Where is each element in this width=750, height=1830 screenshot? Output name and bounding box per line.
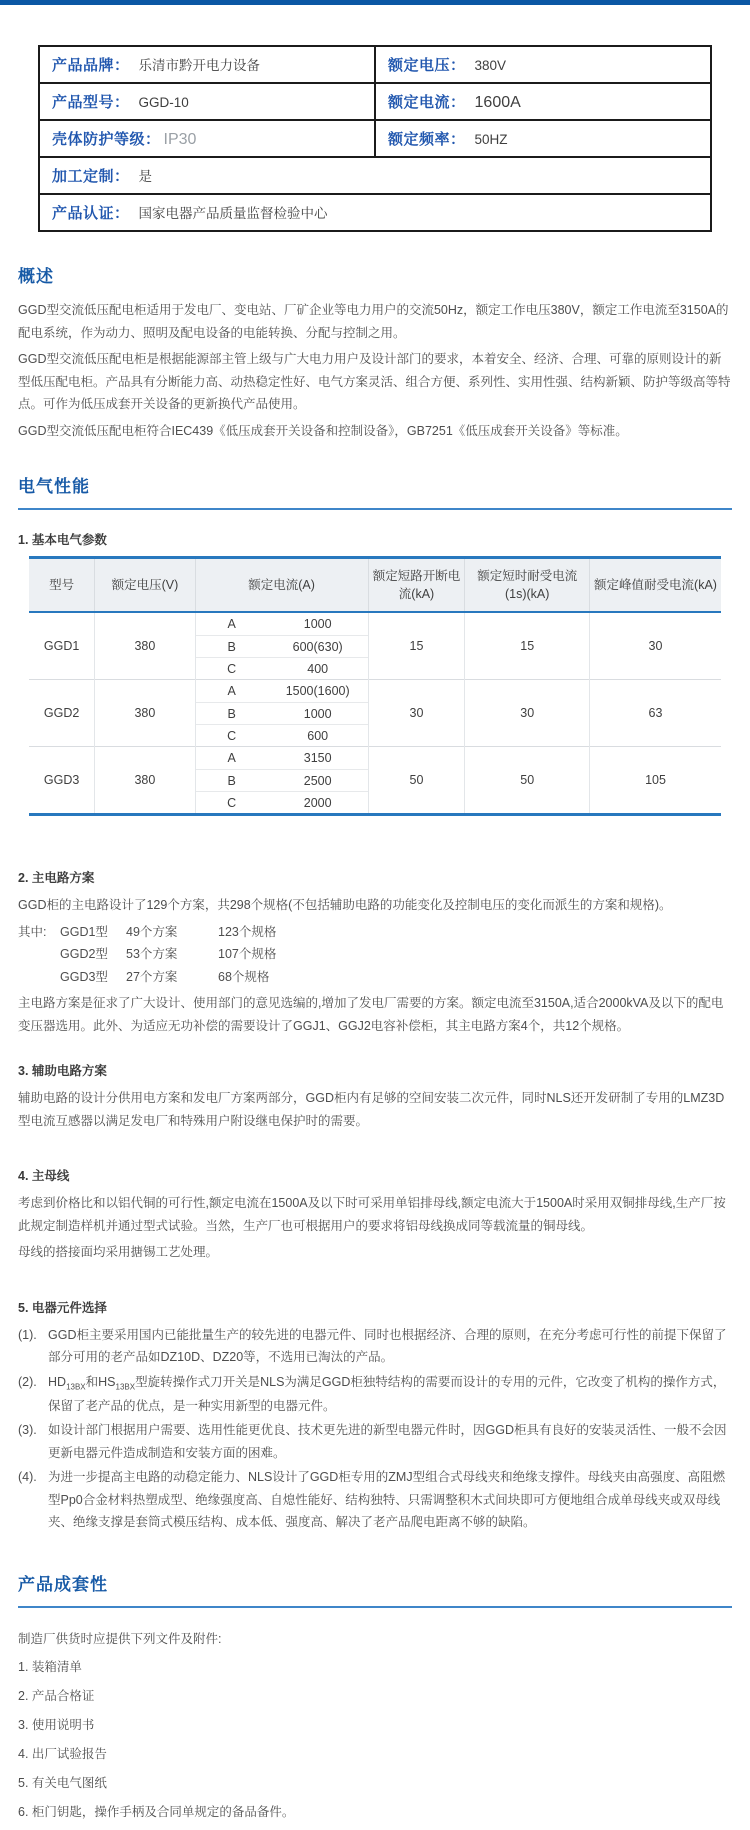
header-peak-current: 额定峰值耐受电流(kA) [589, 558, 721, 613]
brand-label: 产品品牌： [52, 57, 130, 74]
ggd1-voltage: 380 [95, 612, 195, 680]
ggd2-breaking: 30 [368, 680, 465, 747]
top-accent-bar [0, 0, 750, 5]
component-item-1 [18, 1324, 732, 1369]
current-subrow [196, 657, 368, 679]
current-letter: B [227, 706, 236, 721]
ggd3-withstand: 50 [465, 747, 590, 815]
rated-current-value: 1600A [474, 94, 521, 111]
completeness-section-title: 产品成套性 [18, 1570, 732, 1608]
current-value: 600(630) [292, 639, 343, 654]
item-marker: (1). [18, 1327, 37, 1342]
spec-cell-ip-rating [39, 120, 375, 157]
current-subrow [196, 791, 368, 813]
current-subrow [196, 613, 368, 635]
current-letter: A [227, 751, 236, 766]
spec-cell-rated-voltage [375, 46, 711, 83]
ggd2-withstand: 30 [465, 680, 590, 747]
ggd1-withstand: 15 [465, 612, 590, 680]
ggd3-currents [195, 747, 368, 815]
item-text: 为进一步提高主电路的动稳定能力、NLS设计了GGD柜专用的ZMJ型组合式母线夹和绝缘支撑件。母线夹由高强度、高阻燃型Pp0合金材料热塑成型、绝缘强度高、自熄性能好、结构独特、只需调整积木式间块即可方便地组合成单母线夹或双母线夹、绝缘支撑是套筒式模压结构、成本低、强度高、解决了老产品爬电距离不够的缺陷。 [48, 1470, 726, 1530]
customization-label: 加工定制： [52, 168, 130, 185]
components-subheading: 5. 电器元件选择 [18, 1300, 107, 1315]
supply-list-item: 2. 产品合格证 [18, 1689, 95, 1704]
ggd3-breaking: 50 [368, 747, 465, 815]
spec-count: 123个规格 [218, 924, 277, 939]
header-withstand-current: 额定短时耐受电流(1s)(kA) [465, 558, 590, 613]
rated-current-label: 额定电流： [388, 94, 466, 111]
main-circuit-paragraph: 主电路方案是征求了广大设计、使用部门的意见选编的,增加了发电厂需要的方案。额定电流至3150A,适合2000kVA及以下的配电变压器选用。此外、为适应无功补偿的需要设计了GGJ1、GGJ2电容补偿柜，其主电路方案4个，共12个规格。 [18, 996, 724, 1033]
rated-voltage-value: 380V [474, 58, 507, 73]
scheme-line-ggd2 [18, 943, 732, 966]
current-value: 2000 [303, 795, 332, 810]
current-subrow [196, 680, 368, 702]
supply-list-item: 3. 使用说明书 [18, 1717, 95, 1732]
subscript-model-code: 13BX [66, 1382, 86, 1392]
ggd3-peak: 105 [589, 747, 721, 815]
item-text-part: 型旋转操作式刀开关是NLS为满足GGD柜独特结构的需要而设计的专用的元件，它改变了机构的操作方式，保留了老产品的优点，是一种实用新型的电器元件。 [48, 1374, 726, 1413]
component-item-4 [18, 1466, 732, 1534]
ggd3-voltage: 380 [95, 747, 195, 815]
scheme-prefix: 其中: [18, 924, 47, 939]
main-busbar-subheading: 4. 主母线 [18, 1169, 70, 1184]
certification-label: 产品认证： [52, 205, 130, 222]
item-text-part: 和HS [85, 1374, 116, 1389]
current-letter: C [227, 795, 237, 810]
model-label: 产品型号： [52, 94, 130, 111]
header-rated-voltage: 额定电压(V) [95, 558, 195, 613]
ggd1-currents [195, 612, 368, 680]
header-rated-current: 额定电流(A) [195, 558, 368, 613]
completeness-intro: 制造厂供货时应提供下列文件及附件: [18, 1631, 222, 1646]
model-value: GGD-10 [138, 95, 189, 110]
overview-section-title: 概述 [18, 267, 54, 286]
current-value: 600 [307, 728, 329, 743]
spec-cell-customization [39, 157, 711, 194]
component-item-3 [18, 1419, 732, 1464]
current-subrow [196, 724, 368, 746]
spec-cell-rated-current [375, 83, 711, 120]
ggd2-voltage: 380 [95, 680, 195, 747]
spec-count: 68个规格 [218, 969, 270, 984]
supply-list-item: 1. 装箱清单 [18, 1660, 82, 1675]
spec-row-ip-frequency [39, 120, 711, 157]
electrical-parameters-table [29, 556, 721, 816]
ggd2-currents [195, 680, 368, 747]
scheme-model: GGD3型 [60, 969, 108, 984]
current-subrow [196, 769, 368, 791]
current-letter: A [227, 684, 236, 699]
basic-parameters-subheading: 1. 基本电气参数 [18, 533, 107, 547]
current-value: 2500 [303, 773, 332, 788]
table-row-ggd2 [29, 680, 721, 747]
spec-row-brand-voltage [39, 46, 711, 83]
overview-paragraph: GGD型交流低压配电柜符合IEC439《低压成套开关设备和控制设备》，GB7251《低压成套开关设备》等标准。 [18, 423, 628, 438]
spec-row-certification [39, 194, 711, 231]
spec-cell-certification [39, 194, 711, 231]
main-content [0, 262, 750, 1823]
product-spec-table [38, 45, 712, 232]
current-subrow [196, 702, 368, 724]
ggd2-model: GGD2 [29, 680, 95, 747]
brand-value: 乐清市黔开电力设备 [138, 58, 261, 73]
table-row-ggd1 [29, 612, 721, 680]
current-value: 400 [307, 661, 329, 676]
main-busbar-paragraph: 考虑到价格比和以铝代铜的可行性,额定电流在1500A及以下时可采用单铝排母线,额定电流大于1500A时采用双铜排母线,生产厂按此规定制造样机并通过型式试验。当然，生产厂也可根据用户的要求将铝母线换成同等载流量的铜母线。 [18, 1196, 726, 1233]
rated-voltage-label: 额定电压： [388, 57, 466, 74]
supply-list-item: 5. 有关电气图纸 [18, 1775, 107, 1790]
ip-rating-label: 壳体防护等级： [52, 131, 161, 148]
rated-frequency-value: 50HZ [474, 132, 508, 147]
scheme-count: 53个方案 [126, 947, 178, 962]
current-letter: C [227, 728, 237, 743]
spec-row-model-current [39, 83, 711, 120]
current-subrow [196, 747, 368, 769]
subscript-model-code: 13BX [115, 1382, 136, 1392]
main-busbar-paragraph: 母线的搭接面均采用搪锡工艺处理。 [18, 1245, 219, 1260]
current-letter: C [227, 661, 237, 676]
aux-circuit-subheading: 3. 辅助电路方案 [18, 1064, 107, 1079]
ip-rating-value: IP30 [163, 131, 197, 148]
scheme-line-ggd1 [18, 921, 732, 944]
item-text: 如设计部门根据用户需要、选用性能更优良、技术更先进的新型电器元件时，因GGD柜具有良好的安装灵活性、一般不会因更新电器元件造成制造和安装方面的困难。 [48, 1423, 727, 1460]
table-row-ggd3 [29, 747, 721, 815]
scheme-count: 27个方案 [126, 969, 178, 984]
spec-cell-rated-frequency [375, 120, 711, 157]
header-breaking-current: 额定短路开断电流(kA) [368, 558, 465, 613]
current-value: 1500(1600) [285, 684, 350, 699]
perf-table-header-row [29, 558, 721, 613]
electrical-section-title: 电气性能 [18, 472, 732, 510]
item-marker: (2). [18, 1374, 37, 1389]
header-model: 型号 [29, 558, 95, 613]
scheme-prefix [18, 943, 60, 966]
ggd1-model: GGD1 [43, 639, 80, 654]
supply-list-item: 4. 出厂试验报告 [18, 1746, 107, 1761]
scheme-line-ggd3 [18, 966, 732, 989]
scheme-model: GGD1型 [60, 924, 108, 939]
current-value: 1000 [303, 706, 332, 721]
scheme-prefix [18, 966, 60, 989]
current-letter: A [227, 617, 236, 632]
ggd1-breaking: 15 [368, 612, 465, 680]
item-marker: (4). [18, 1470, 37, 1485]
rated-frequency-label: 额定频率： [388, 131, 466, 148]
spec-count: 107个规格 [218, 947, 277, 962]
certification-value: 国家电器产品质量监督检验中心 [138, 206, 328, 221]
overview-paragraph: GGD型交流低压配电柜是根据能源部主管上级与广大电力用户及设计部门的要求，本着安全、经济、合理、可靠的原则设计的新型低压配电柜。产品具有分断能力高、动热稳定性好、电气方案灵活、组合方便、系列性、实用性强、结构新颖、防护等级高等特点。可作为低压成套开关设备的更新换代产品使用。 [18, 352, 731, 411]
supply-list-item: 6. 柜门钥匙，操作手柄及合同单规定的备品备件。 [18, 1804, 295, 1819]
current-value: 1000 [303, 617, 332, 632]
main-circuit-subheading: 2. 主电路方案 [18, 871, 95, 886]
item-text-part: HD [48, 1374, 67, 1389]
component-item-2 [18, 1371, 732, 1417]
overview-paragraph: GGD型交流低压配电柜适用于发电厂、变电站、厂矿企业等电力用户的交流50Hz，额定工作电压380V，额定工作电流至3150A的配电系统，作为动力、照明及配电设备的电能转换、分配与控制之用。 [18, 303, 729, 340]
spec-row-customization [39, 157, 711, 194]
spec-cell-brand [39, 46, 375, 83]
scheme-count: 49个方案 [126, 924, 178, 939]
ggd1-peak: 30 [589, 612, 721, 680]
spec-cell-model [39, 83, 375, 120]
current-value: 3150 [303, 751, 332, 766]
item-text [48, 1371, 732, 1417]
item-text: GGD柜主要采用国内已能批量生产的较先进的电器元件、同时也根据经济、合理的原则，在充分考虑可行性的前提下保留了部分可用的老产品如DZ10D、DZ20等，不选用已淘汰的产品。 [48, 1327, 727, 1365]
current-letter: B [227, 773, 236, 788]
ggd2-peak: 63 [589, 680, 721, 747]
customization-value: 是 [138, 169, 153, 184]
current-subrow [196, 635, 368, 657]
scheme-model: GGD2型 [60, 947, 108, 962]
main-circuit-paragraph: GGD柜的主电路设计了129个方案，共298个规格(不包括辅助电路的功能变化及控制电压的变化而派生的方案和规格)。 [18, 898, 672, 913]
ggd3-model: GGD3 [29, 747, 95, 815]
current-letter: B [227, 639, 236, 654]
item-marker: (3). [18, 1423, 37, 1438]
aux-circuit-paragraph: 辅助电路的设计分供用电方案和发电厂方案两部分，GGD柜内有足够的空间安装二次元件，同时NLS还开发研制了专用的LMZ3D型电流互感器以满足发电厂和特殊用户附设继电保护时的需要。 [18, 1091, 725, 1128]
